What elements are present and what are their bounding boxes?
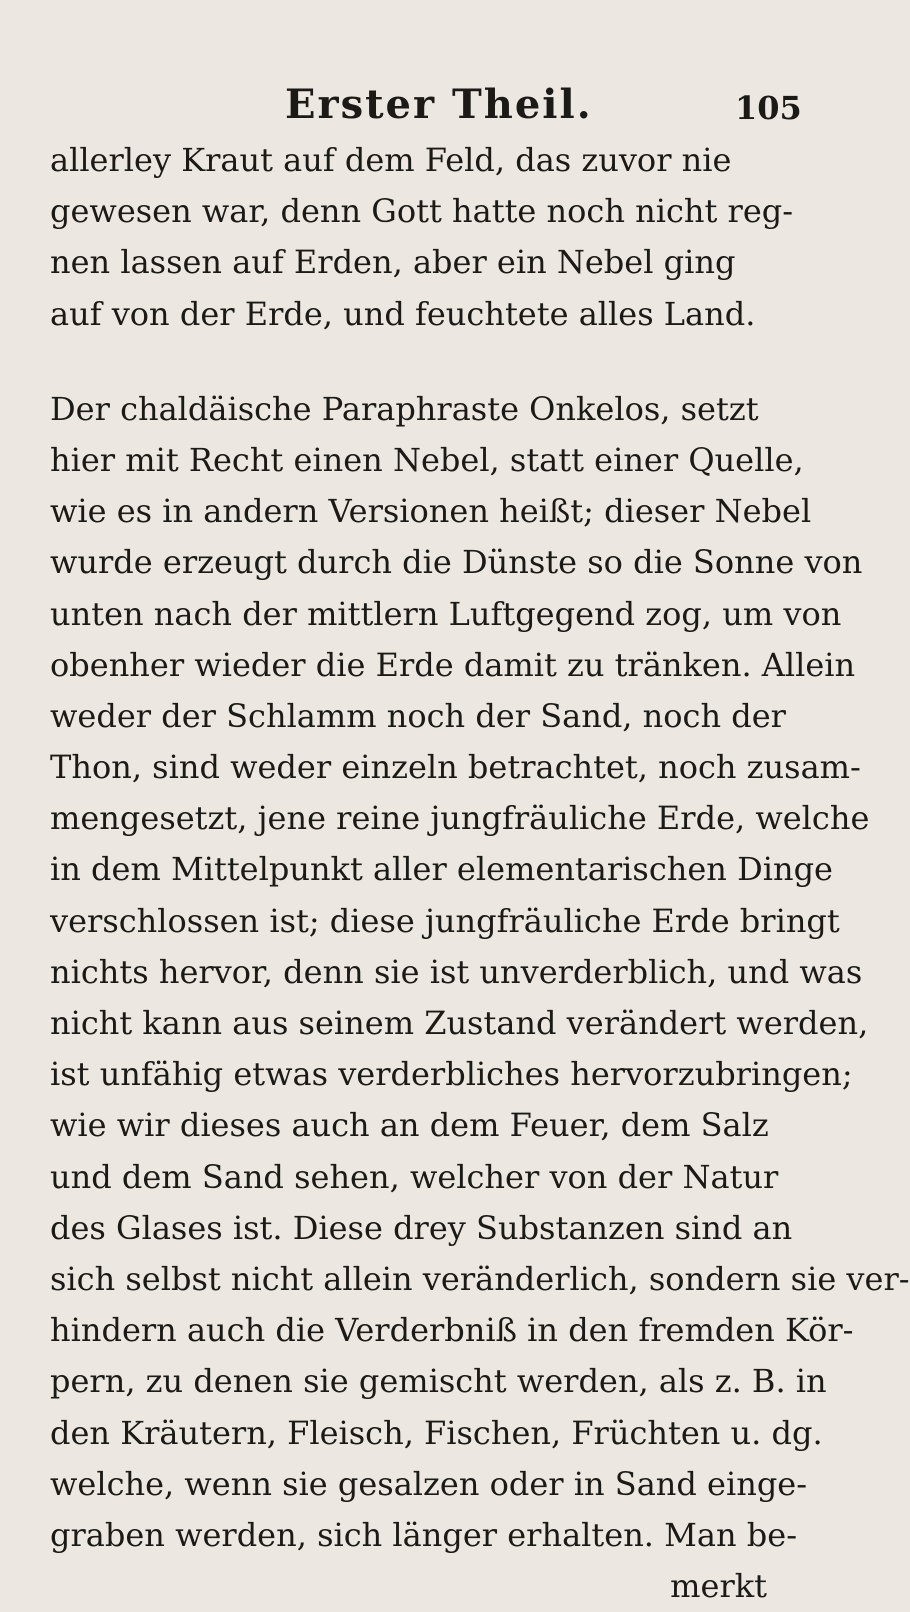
text-line: hier mit Recht einen Nebel, statt einer Quelle, [50, 440, 804, 479]
body-text [50, 135, 910, 1612]
running-head [0, 80, 800, 130]
text-line: Der chaldäische Paraphraste Onkelos, setzt [50, 389, 759, 428]
text-line: gewesen war, denn Gott hatte noch nicht reg- [50, 192, 794, 231]
paragraph-gap [50, 340, 785, 384]
page-number: 105 [735, 89, 802, 127]
text-line: wie es in andern Versionen heißt; dieser Nebel [50, 492, 812, 531]
text-line: obenher wieder die Erde damit zu tränken. Allein [50, 645, 856, 684]
text-line: nen lassen auf Erden, aber ein Nebel ging [50, 243, 736, 282]
text-line: Thon, sind weder einzeln betrachtet, noch zusam- [50, 748, 861, 787]
text-line: in dem Mittelpunkt aller elementarischen Dinge [50, 850, 833, 889]
text-line: nicht kann aus seinem Zustand verändert werden, [50, 1004, 869, 1042]
text-line: wie wir dieses auch an dem Feuer, dem Salz [50, 1106, 769, 1145]
text-line: des Glases ist. Diese drey Substanzen sind an [50, 1208, 793, 1247]
text-line: unten nach der mittlern Luftgegend zog, um von [50, 594, 842, 633]
text-line: hindern auch die Verderbniß in den fremden Kör- [50, 1311, 854, 1350]
text-line: ist unfähig etwas verderbliches hervorzubringen; [50, 1055, 853, 1094]
catchword: merkt [670, 1567, 767, 1606]
text-line: pern, zu denen sie gemischt werden, als z. B. in [50, 1362, 827, 1401]
text-line: und dem Sand sehen, welcher von der Natur [50, 1157, 779, 1196]
text-line: allerley Kraut auf dem Feld, das zuvor nie [50, 141, 732, 179]
text-line: den Kräutern, Fleisch, Fischen, Früchten u. dg. [50, 1413, 823, 1452]
text-line: welche, wenn sie gesalzen oder in Sand einge- [50, 1464, 808, 1503]
text-line: nichts hervor, denn sie ist unverderblich, und was [50, 952, 863, 991]
text-line: weder der Schlamm noch der Sand, noch der [50, 696, 786, 735]
text-line: auf von der Erde, und feuchtete alles Land. [50, 294, 756, 333]
text-line: sich selbst nicht allein veränderlich, sondern sie ver- [50, 1259, 910, 1298]
text-line: graben werden, sich länger erhalten. Man be- [50, 1515, 797, 1554]
text-line: wurde erzeugt durch die Dünste so die Sonne von [50, 543, 863, 582]
text-line: mengesetzt, jene reine jungfräuliche Erde, welche [50, 799, 870, 838]
running-title: Erster Theil. [285, 81, 593, 128]
paragraph-1 [50, 135, 794, 340]
paragraph-2 [50, 384, 910, 1612]
text-line: verschlossen ist; diese jungfräuliche Erde bringt [50, 901, 840, 940]
